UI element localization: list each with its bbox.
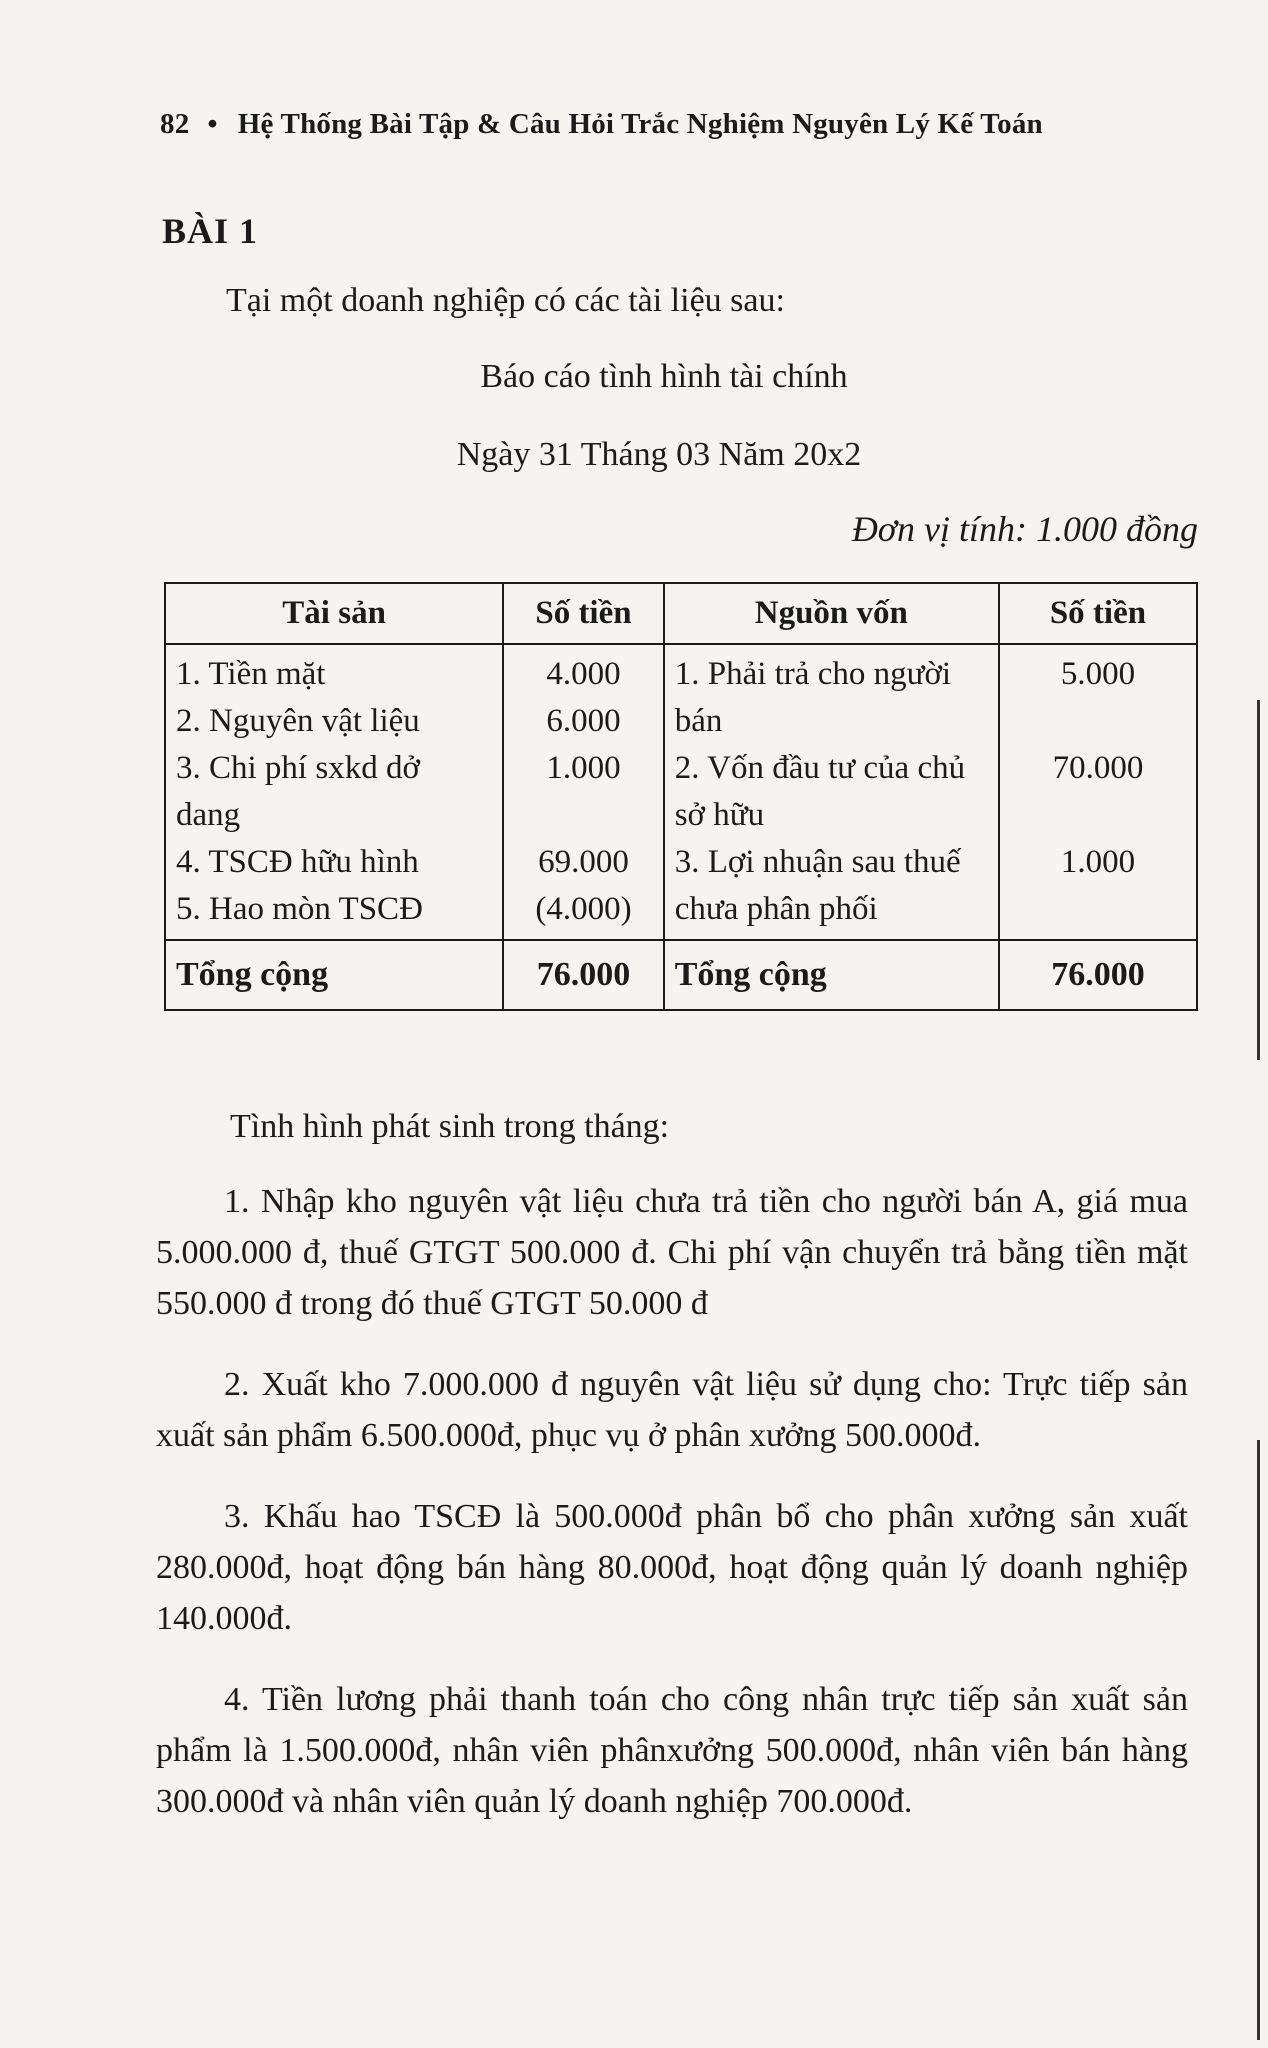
intro-text: Tại một doanh nghiệp có các tài liệu sau: [226, 282, 785, 319]
source-label: 1. Phải trả cho người bán [674, 655, 952, 739]
section-title: Tình hình phát sinh trong tháng: [230, 1108, 670, 1145]
assets-column [165, 644, 503, 940]
transaction-item: 1. Nhập kho nguyên vật liệu chưa trả tiền cho người bán A, giá mua 5.000.000 đ, thuế GTGT 500.000 đ. Chi phí vận chuyển trả bằng tiền mặt 550.000 đ trong đó thuế GTGT 50.000 đ [156, 1183, 1188, 1322]
exercise-title: BÀI 1 [162, 211, 259, 251]
transaction-list [156, 1176, 1188, 1857]
total-label-assets: Tổng cộng [165, 940, 503, 1010]
transaction-item: 3. Khấu hao TSCĐ là 500.000đ phân bổ cho phân xưởng sản xuất 280.000đ, hoạt động bán hàng 80.000đ, hoạt động quản lý doanh nghiệp 140.000đ. [156, 1498, 1188, 1637]
asset-label: 2. Nguyên vật liệu [176, 702, 420, 739]
sources-column [664, 644, 999, 940]
report-title: Báo cáo tình hình tài chính [480, 358, 848, 395]
table-body-row [165, 644, 1197, 940]
source-amount: 5.000 [1060, 655, 1136, 692]
header-assets: Tài sản [165, 583, 503, 644]
asset-label: 1. Tiền mặt [176, 655, 326, 692]
asset-label: 4. TSCĐ hữu hình [176, 843, 419, 880]
asset-amount: 1.000 [546, 749, 621, 786]
source-label: 3. Lợi nhuận sau thuế chưa phân phối [674, 843, 961, 927]
table-total-row [165, 940, 1197, 1010]
source-amount: 1.000 [1060, 843, 1136, 880]
asset-amount: (4.000) [535, 890, 632, 927]
transaction-item: 4. Tiền lương phải thanh toán cho công nhân trực tiếp sản xuất sản phẩm là 1.500.000đ, nhân viên phânxưởng 500.000đ, nhân viên bán hàng 300.000đ và nhân viên quản lý doanh nghiệp 700.000đ. [156, 1681, 1188, 1820]
running-header [160, 108, 1043, 141]
page-edge-shadow [1257, 700, 1260, 1060]
table-header-row [165, 583, 1197, 644]
source-amount: 70.000 [1052, 749, 1144, 786]
source-amounts-column [999, 644, 1197, 940]
book-title: Hệ Thống Bài Tập & Câu Hỏi Trắc Nghiệm Nguyên Lý Kế Toán [237, 108, 1043, 140]
unit-note: Đơn vị tính: 1.000 đồng [851, 509, 1198, 549]
header-source-amount: Số tiền [999, 583, 1197, 644]
page-edge-shadow [1257, 1440, 1260, 2040]
page-number: 82 [160, 108, 190, 140]
asset-amount: 69.000 [538, 843, 629, 880]
asset-label: 5. Hao mòn TSCĐ [176, 890, 423, 927]
total-sources-amount: 76.000 [999, 940, 1197, 1010]
asset-amounts-column [503, 644, 663, 940]
header-sources: Nguồn vốn [664, 583, 999, 644]
asset-amount: 4.000 [546, 655, 621, 692]
asset-amount: 6.000 [546, 702, 621, 739]
header-asset-amount: Số tiền [503, 583, 663, 644]
total-assets-amount: 76.000 [503, 940, 663, 1010]
transaction-item: 2. Xuất kho 7.000.000 đ nguyên vật liệu sử dụng cho: Trực tiếp sản xuất sản phẩm 6.500.000đ, phục vụ ở phân xưởng 500.000đ. [156, 1366, 1188, 1454]
asset-label: 3. Chi phí sxkd dở dang [176, 749, 420, 833]
source-label: 2. Vốn đầu tư của chủ sở hữu [674, 749, 966, 833]
total-label-sources: Tổng cộng [664, 940, 999, 1010]
financial-position-table [164, 582, 1198, 1011]
header-bullet: • [207, 108, 218, 140]
report-date: Ngày 31 Tháng 03 Năm 20x2 [456, 436, 862, 473]
